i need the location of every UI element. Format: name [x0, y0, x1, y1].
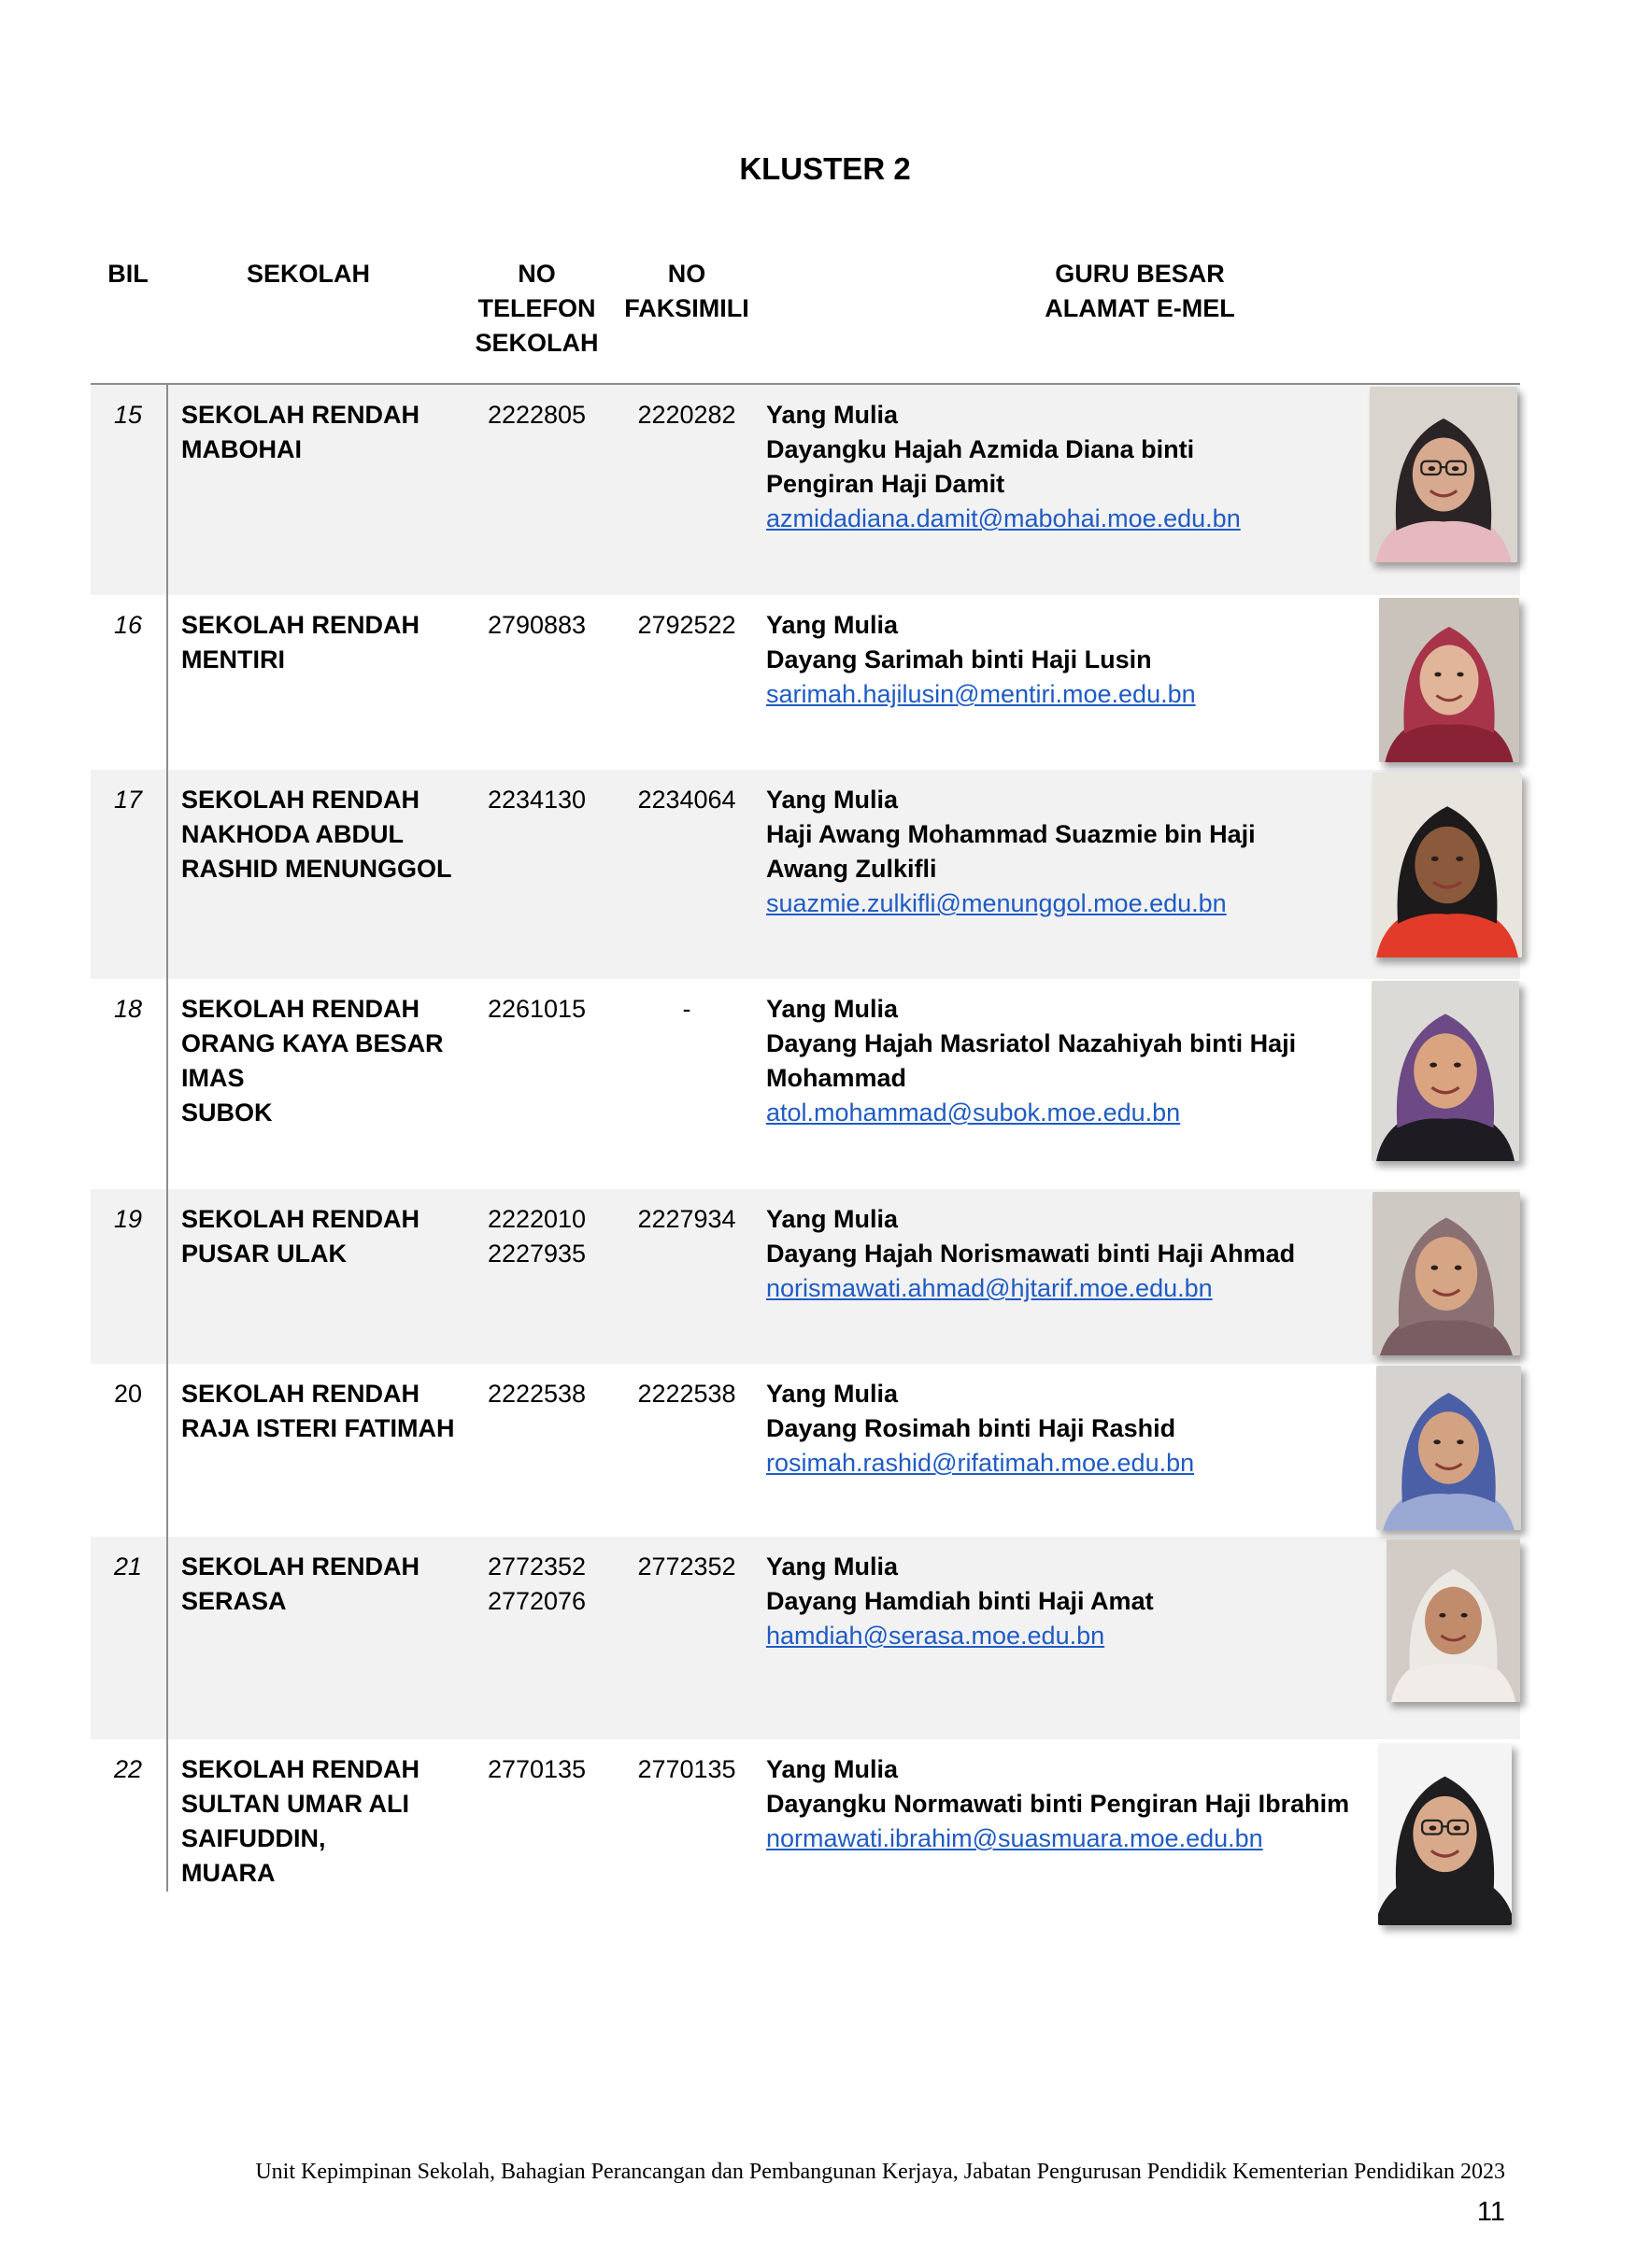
email-link[interactable]: rosimah.rashid@rifatimah.moe.edu.bn: [766, 1449, 1195, 1477]
table-row: [91, 979, 1520, 1189]
email-link[interactable]: normawati.ibrahim@suasmuara.moe.edu.bn: [766, 1824, 1263, 1852]
honorific: Yang Mulia: [766, 401, 899, 429]
footer-text: Unit Kepimpinan Sekolah, Bahagian Perancangan dan Pembangunan Kerjaya, Jabatan Pengurusan Pendidik Kementerian Pendidikan 2023: [255, 2160, 1505, 2184]
guru-besar-name: Dayangku Normawati binti Pengiran Haji Ibrahim: [766, 1790, 1350, 1818]
school-name: SEKOLAH RENDAH NAKHODA ABDUL RASHID MENUNGGOL: [181, 786, 452, 883]
bil-number: 16: [113, 611, 143, 639]
bil-number: 18: [113, 995, 143, 1023]
bil-number: 22: [113, 1755, 143, 1783]
guru-besar-photo: [1373, 773, 1522, 957]
table-row: [91, 385, 1520, 595]
school-name: SEKOLAH RENDAH SERASA: [181, 1552, 420, 1615]
guru-besar-photo: [1379, 598, 1519, 762]
guru-besar-name: Dayang Sarimah binti Haji Lusin: [766, 645, 1152, 673]
guru-besar-name: Dayang Rosimah binti Haji Rashid: [766, 1414, 1176, 1442]
header-telefon: NO TELEFON SEKOLAH: [475, 260, 599, 357]
honorific: Yang Mulia: [766, 611, 899, 639]
header-guru-besar: GURU BESAR ALAMAT E-MEL: [1045, 260, 1235, 322]
guru-besar-info: [766, 1550, 1448, 1653]
fax-number: -: [682, 995, 691, 1023]
column-divider: [166, 384, 168, 1892]
email-link[interactable]: norismawati.ahmad@hjtarif.moe.edu.bn: [766, 1274, 1213, 1302]
fax-number: 2222538: [637, 1380, 736, 1408]
email-link[interactable]: suazmie.zulkifli@menunggol.moe.edu.bn: [766, 889, 1227, 917]
email-link[interactable]: atol.mohammad@subok.moe.edu.bn: [766, 1099, 1181, 1127]
phone-number: 2222010 2227935: [487, 1205, 587, 1268]
guru-besar-name: Haji Awang Mohammad Suazmie bin Haji Awang Zulkifli: [766, 820, 1256, 883]
table-row: [91, 1537, 1520, 1739]
table-row: [91, 770, 1520, 979]
guru-besar-photo: [1373, 1192, 1520, 1355]
guru-besar-photo: [1387, 1539, 1520, 1702]
guru-besar-info: [766, 1202, 1448, 1306]
page-title: KLUSTER 2: [739, 151, 911, 186]
honorific: Yang Mulia: [766, 1205, 899, 1233]
fax-number: 2234064: [637, 786, 736, 814]
guru-besar-name: Dayang Hajah Norismawati binti Haji Ahmad: [766, 1240, 1296, 1268]
table-row: [91, 1364, 1520, 1537]
email-link[interactable]: hamdiah@serasa.moe.edu.bn: [766, 1622, 1105, 1650]
school-name: SEKOLAH RENDAH ORANG KAYA BESAR IMAS SUBOK: [181, 995, 444, 1127]
school-name: SEKOLAH RENDAH PUSAR ULAK: [181, 1205, 420, 1268]
phone-number: 2222538: [487, 1380, 587, 1408]
fax-number: 2772352: [637, 1552, 736, 1581]
email-link[interactable]: azmidadiana.damit@mabohai.moe.edu.bn: [766, 504, 1241, 532]
phone-number: 2222805: [487, 401, 587, 429]
header-bil: BIL: [107, 260, 149, 288]
phone-number: 2772352 2772076: [487, 1552, 587, 1615]
guru-besar-info: [766, 992, 1448, 1130]
guru-besar-photo: [1372, 981, 1519, 1161]
guru-besar-info: [766, 608, 1448, 712]
bil-number: 20: [113, 1380, 143, 1408]
guru-besar-photo: [1378, 1743, 1512, 1925]
email-link[interactable]: sarimah.hajilusin@mentiri.moe.edu.bn: [766, 680, 1196, 708]
bil-number: 17: [113, 786, 143, 814]
fax-number: 2227934: [637, 1205, 736, 1233]
fax-number: 2770135: [637, 1755, 736, 1783]
school-name: SEKOLAH RENDAH MABOHAI: [181, 401, 420, 463]
guru-besar-info: [766, 783, 1448, 921]
guru-besar-name: Dayang Hamdiah binti Haji Amat: [766, 1587, 1154, 1615]
bil-number: 15: [113, 401, 143, 429]
guru-besar-info: [766, 398, 1448, 536]
guru-besar-photo: [1376, 1366, 1521, 1530]
guru-besar-name: Dayang Hajah Masriatol Nazahiyah binti Haji Mohammad: [766, 1029, 1297, 1092]
phone-number: 2770135: [487, 1755, 587, 1783]
school-name: SEKOLAH RENDAH RAJA ISTERI FATIMAH: [181, 1380, 455, 1442]
school-name: SEKOLAH RENDAH SULTAN UMAR ALI SAIFUDDIN, MUARA: [181, 1755, 420, 1887]
honorific: Yang Mulia: [766, 1380, 899, 1408]
table-row: [91, 1189, 1520, 1364]
honorific: Yang Mulia: [766, 1755, 899, 1783]
phone-number: 2261015: [487, 995, 587, 1023]
phone-number: 2234130: [487, 786, 587, 814]
guru-besar-info: [766, 1752, 1448, 1856]
table-row: [91, 1739, 1520, 1917]
fax-number: 2220282: [637, 401, 736, 429]
header-faksimili: NO FAKSIMILI: [624, 260, 749, 322]
bil-number: 21: [113, 1552, 143, 1581]
school-name: SEKOLAH RENDAH MENTIRI: [181, 611, 420, 673]
page-number: 11: [1476, 2197, 1505, 2227]
honorific: Yang Mulia: [766, 1552, 899, 1581]
phone-number: 2790883: [487, 611, 587, 639]
bil-number: 19: [113, 1205, 143, 1233]
guru-besar-name: Dayangku Hajah Azmida Diana binti Pengiran Haji Damit: [766, 435, 1195, 498]
table-row: [91, 595, 1520, 770]
fax-number: 2792522: [637, 611, 736, 639]
honorific: Yang Mulia: [766, 995, 899, 1023]
guru-besar-info: [766, 1377, 1448, 1481]
header-sekolah: SEKOLAH: [246, 260, 370, 288]
guru-besar-photo: [1370, 387, 1517, 562]
honorific: Yang Mulia: [766, 786, 899, 814]
